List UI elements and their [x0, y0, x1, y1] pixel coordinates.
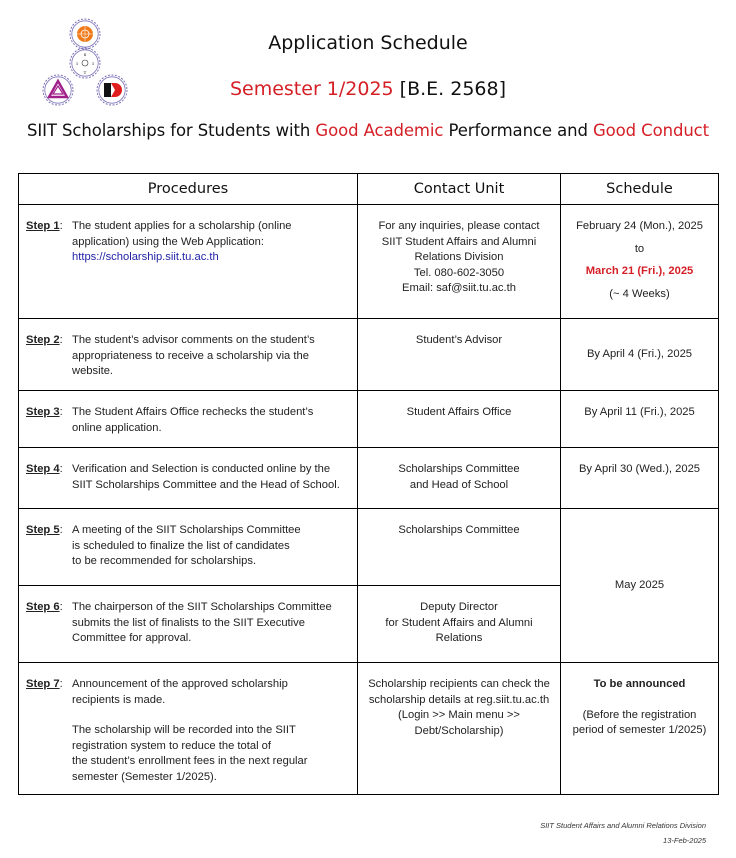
step-label: Step 5:	[26, 524, 63, 536]
schedule-cell	[561, 663, 719, 795]
schedule-cell: By April 30 (Wed.), 2025	[561, 448, 719, 509]
svg-text:S: S	[83, 52, 87, 57]
table-row-step-1	[19, 205, 719, 319]
page-title: Application Schedule	[268, 32, 468, 54]
table-row-step-4	[19, 448, 719, 509]
step-label: Step 7:	[26, 678, 63, 690]
procedure-text: The student’s advisor comments on the student’s appropriateness to receive a scholarship via the website.	[72, 334, 315, 377]
column-header-contact-unit: Contact Unit	[358, 174, 561, 205]
semester-heading	[0, 78, 736, 100]
scholarship-web-link[interactable]: https://scholarship.siit.tu.ac.th	[72, 251, 219, 263]
procedure-text: A meeting of the SIIT Scholarships Committee is scheduled to finalize the list of candidates to be recommended for scholarships.	[72, 524, 301, 567]
procedure-text: The Student Affairs Office rechecks the student’s online application.	[72, 406, 314, 434]
step-label: Step 1:	[26, 220, 63, 232]
svg-text:I: I	[92, 61, 94, 66]
table-header-row	[19, 174, 719, 205]
procedure-text: The student applies for a scholarship (online application) using the Web Application: https://scholarship.siit.tu.ac.th	[72, 220, 292, 263]
schedule-deadline: March 21 (Fri.), 2025	[585, 265, 694, 277]
schedule-cell: By April 4 (Fri.), 2025	[561, 319, 719, 391]
subtitle-part-2: Good Academic	[315, 121, 444, 140]
schedule-duration: (~ 4 Weeks)	[609, 287, 670, 300]
table-row-step-7	[19, 663, 719, 795]
contact-cell: Scholarship recipients can check the scholarship details at reg.siit.tu.ac.th (Login >> Main menu >> Debt/Scholarship)	[358, 663, 561, 795]
procedure-text: Announcement of the approved scholarship recipients is made. The scholarship will be recorded into the SIIT registration system to reduce the total of the student’s enrollment fees in the next regular semester (Semester 1/2025).	[72, 678, 308, 783]
procedure-text: The chairperson of the SIIT Scholarships Committee submits the list of finalists to the SIIT Executive Committee for approval.	[72, 601, 332, 644]
contact-cell: Student’s Advisor	[358, 319, 561, 391]
footer-date: 13-Feb-2025	[663, 836, 706, 845]
procedure-cell	[19, 319, 358, 391]
procedure-cell	[19, 391, 358, 448]
column-header-schedule: Schedule	[561, 174, 719, 205]
table-row-step-2	[19, 319, 719, 391]
schedule-cell: By April 11 (Fri.), 2025	[561, 391, 719, 448]
procedure-cell	[19, 509, 358, 586]
schedule-start-date: February 24 (Mon.), 2025	[576, 220, 703, 232]
buddhist-era-label: [B.E. 2568]	[393, 78, 507, 100]
step-label: Step 4:	[26, 463, 63, 475]
contact-cell: Student Affairs Office	[358, 391, 561, 448]
contact-email: Email: saf@siit.tu.ac.th	[402, 282, 516, 294]
contact-cell: Scholarships Committee	[358, 509, 561, 586]
semester-label: Semester 1/2025	[229, 78, 394, 100]
schedule-to: to	[634, 242, 645, 255]
procedure-cell	[19, 205, 358, 319]
contact-cell: Deputy Director for Student Affairs and Alumni Relations	[358, 586, 561, 663]
table-row-step-5	[19, 509, 719, 586]
schedule-note: (Before the registration period of semester 1/2025)	[572, 708, 707, 736]
schedule-cell: May 2025	[561, 509, 719, 663]
schedule-cell	[561, 205, 719, 319]
step-label: Step 3:	[26, 406, 63, 418]
subtitle-part-4: Good Conduct	[592, 121, 710, 140]
procedure-cell	[19, 663, 358, 795]
contact-phone: Tel. 080-602-3050	[413, 266, 505, 279]
procedure-cell	[19, 448, 358, 509]
svg-text:T: T	[83, 70, 87, 75]
registration-site-text: scholarship details at reg.siit.tu.ac.th	[368, 693, 550, 706]
contact-cell: For any inquiries, please contact SIIT Student Affairs and Alumni Relations Division Tel. 080-602-3050 Email: saf@siit.tu.ac.th	[358, 205, 561, 319]
scholarship-subtitle	[0, 121, 736, 140]
to-be-announced: To be announced	[593, 678, 686, 690]
procedure-cell	[19, 586, 358, 663]
table-row-step-3	[19, 391, 719, 448]
svg-text:I: I	[76, 61, 78, 66]
step-label: Step 2:	[26, 334, 63, 346]
schedule-table	[18, 173, 719, 795]
procedure-text: Verification and Selection is conducted online by the SIIT Scholarships Committee and the Head of School.	[72, 463, 340, 491]
column-header-procedures: Procedures	[19, 174, 358, 205]
footer-division: SIIT Student Affairs and Alumni Relations Division	[540, 821, 706, 830]
step-label: Step 6:	[26, 601, 63, 613]
subtitle-part-1: SIIT Scholarships for Students with	[26, 121, 316, 140]
subtitle-part-3: Performance and	[443, 121, 593, 140]
contact-cell: Scholarships Committee and Head of School	[358, 448, 561, 509]
